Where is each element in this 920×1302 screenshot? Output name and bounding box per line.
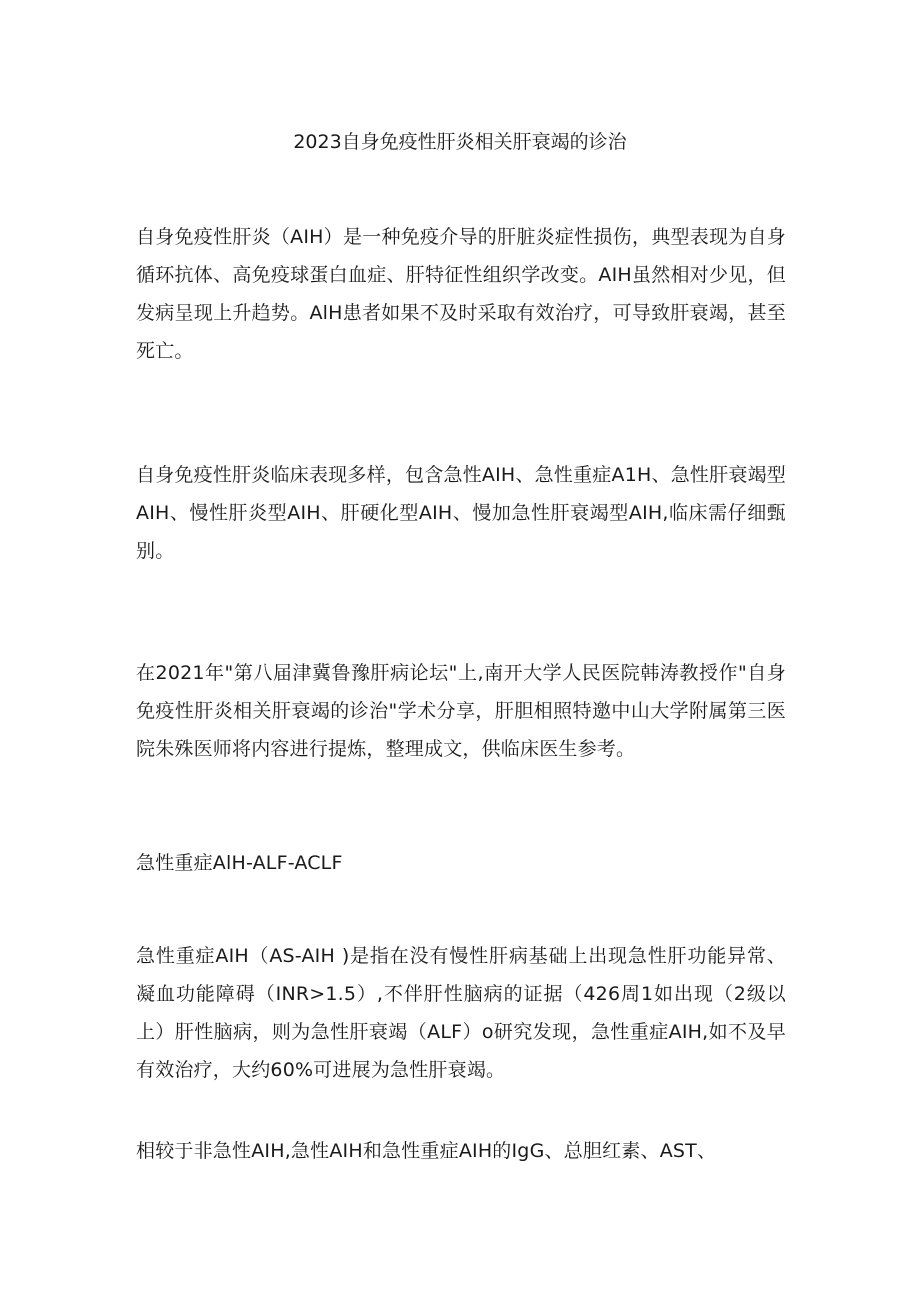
paragraph-comparison: 相较于非急性AIH,急性AIH和急性重症AIH的IgG、总胆红素、AST、 xyxy=(136,1140,717,1162)
paragraph-aih-intro: 自身免疫性肝炎（AIH）是一种免疫介导的肝脏炎症性损伤，典型表现为自身循环抗体、高免疫球蛋白血症、肝特征性组织学改变。AIH虽然相对少见，但发病呈现上升趋势。AlH患者如果不及时采取有效治疗，可导致肝衰竭，甚至死亡。 xyxy=(136,226,786,362)
document-title: 2023自身免疫性肝炎相关肝衰竭的诊治 xyxy=(293,131,627,153)
paragraph-clinical-manifestations: 自身免疫性肝炎临床表现多样，包含急性AIH、急性重症A1H、急性肝衰竭型AIH、慢性肝炎型AIH、肝硬化型AIH、慢加急性肝衰竭型AIH,临床需仔细甄别。 xyxy=(136,464,786,562)
section-heading: 急性重症AlH-ALF-ACLF xyxy=(136,852,343,874)
paragraph-as-aih-definition: 急性重症AIH（AS-AIH )是指在没有慢性肝病基础上出现急性肝功能异常、凝血功能障碍（INR>1.5）,不伴肝性脑病的证据（426周1如出现（2级以上）肝性脑病，则为急性肝衰竭（ALF）o研究发现，急性重症AIH,如不及早有效治疗，大约60%可进展为急性肝衰竭。 xyxy=(136,945,786,1081)
paragraph-forum-source: 在2021年"第八届津冀鲁豫肝病论坛"上,南开大学人民医院韩涛教授作"自身免疫性肝炎相关肝衰竭的诊治"学术分享，肝胆相照特邀中山大学附属第三医院朱殊医师将内容进行提炼，整理成文，供临床医生参考。 xyxy=(136,662,786,760)
